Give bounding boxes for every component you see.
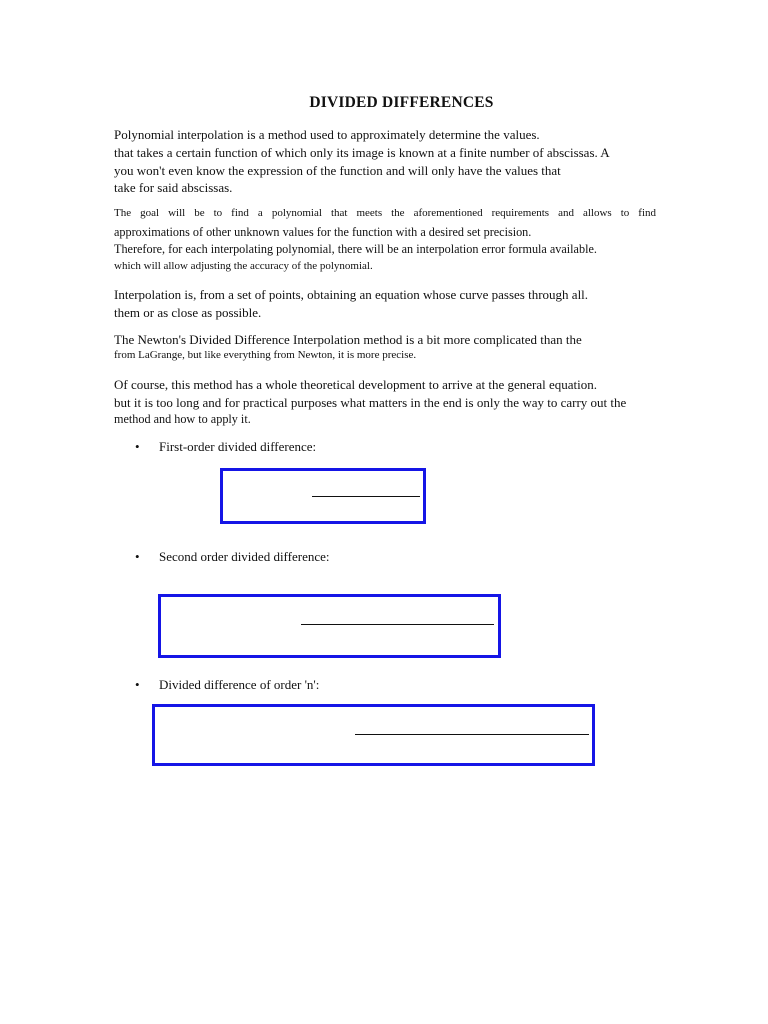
paragraph-1-line-2: that takes a certain function of which only its image is known at a finite number of abscissas. A — [114, 145, 610, 160]
formula-box-first-order — [220, 468, 426, 524]
bullet-marker: • — [135, 677, 140, 692]
paragraph-1-line-3: you won't even know the expression of the function and will only have the values that — [114, 163, 561, 178]
bullet-marker: • — [135, 549, 140, 564]
bullet-order-n-label: Divided difference of order 'n': — [159, 677, 320, 692]
paragraph-4-line-2: from LaGrange, but like everything from Newton, it is more precise. — [114, 349, 417, 361]
paragraph-3-line-1: Interpolation is, from a set of points, obtaining an equation whose curve passes through all. — [114, 287, 589, 302]
formula-box-order-n — [152, 704, 595, 766]
paragraph-5-line-1: Of course, this method has a whole theoretical development to arrive at the general equation. — [114, 377, 597, 392]
bullet-second-order-label: Second order divided difference: — [159, 549, 330, 564]
document-title: DIVIDED DIFFERENCES — [309, 94, 494, 111]
fraction-bar — [355, 734, 589, 735]
paragraph-2-line-1: The goal will be to find a polynomial that meets the aforementioned requirements and allows to find — [114, 207, 656, 219]
bullet-first-order-label: First-order divided difference: — [159, 439, 317, 454]
paragraph-1-line-1: Polynomial interpolation is a method used to approximately determine the values. — [114, 127, 540, 142]
fraction-bar — [301, 624, 494, 625]
paragraph-5-line-2: but it is too long and for practical purposes what matters in the end is only the way to carry out the — [114, 395, 627, 410]
paragraph-4-line-1: The Newton's Divided Difference Interpolation method is a bit more complicated than the — [114, 332, 582, 347]
paragraph-1-line-4: take for said abscissas. — [114, 180, 233, 195]
bullet-marker: • — [135, 439, 140, 454]
formula-box-second-order — [158, 594, 501, 658]
paragraph-2-line-2: approximations of other unknown values for the function with a desired set precision. — [114, 225, 532, 239]
fraction-bar — [312, 496, 420, 497]
paragraph-5-line-3: method and how to apply it. — [114, 412, 251, 426]
paragraph-2-line-4: which will allow adjusting the accuracy of the polynomial. — [114, 260, 373, 272]
paragraph-3-line-2: them or as close as possible. — [114, 305, 262, 320]
paragraph-2-line-3: Therefore, for each interpolating polynomial, there will be an interpolation error formula available. — [114, 242, 597, 256]
